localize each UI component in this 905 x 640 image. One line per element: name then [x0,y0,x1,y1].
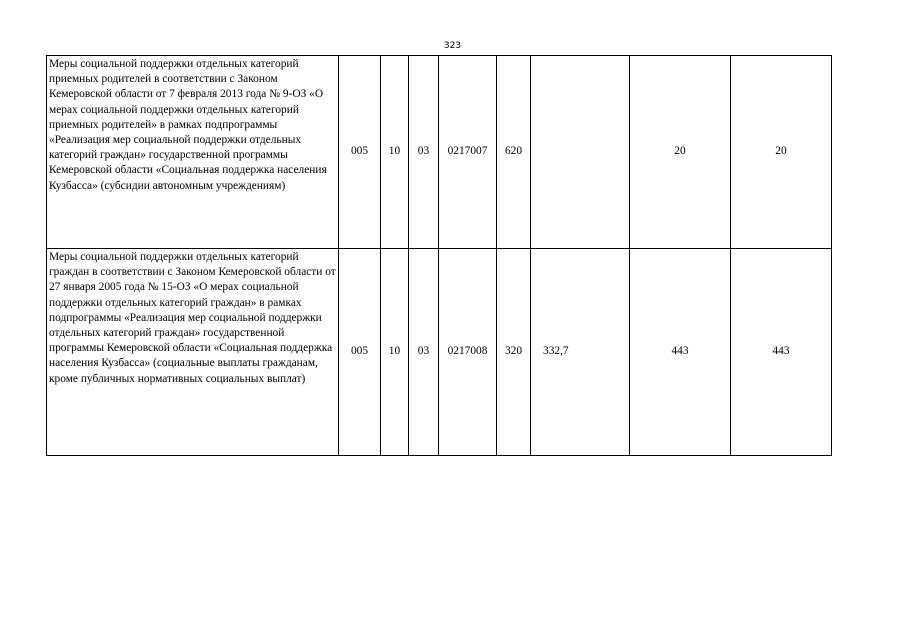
amount-2: 443 [630,249,731,456]
expense-type-code: 620 [497,56,531,249]
amount-1 [531,56,630,249]
subsection-code: 03 [409,249,439,456]
row-description: Меры социальной поддержки отдельных категорий граждан в соответствии с Законом Кемеровской области от 27 января 2005 года № 15-ОЗ «О мерах социальной поддержки отдельных категорий граждан» в рамках подпрограммы «Реализация мер социальной поддержки отдельных категорий граждан» государственной программы Кемеровской области «Социальная поддержка населения Кузбасса» (социальные выплаты гражданам, кроме публичных нормативных социальных выплат) [47,249,339,456]
amount-2: 20 [630,56,731,249]
amount-3: 20 [731,56,832,249]
table-row [47,56,832,249]
ministry-code: 005 [339,56,381,249]
amount-1: 332,7 [531,249,630,456]
amount-3: 443 [731,249,832,456]
target-article-code: 0217008 [439,249,497,456]
section-code: 10 [381,249,409,456]
target-article-code: 0217007 [439,56,497,249]
ministry-code: 005 [339,249,381,456]
page-number: 323 [443,41,462,51]
row-description: Меры социальной поддержки отдельных категорий приемных родителей в соответствии с Законом Кемеровской области от 7 февраля 2013 года № 9-ОЗ «О мерах социальной поддержки отдельных категорий приемных родителей» в рамках подпрограммы «Реализация мер социальной поддержки отдельных категорий граждан» государственной программы Кемеровской области «Социальная поддержка населения Кузбасса» (субсидии автономным учреждениям) [47,56,339,249]
expense-type-code: 320 [497,249,531,456]
table-row [47,249,832,456]
budget-table [46,55,832,456]
subsection-code: 03 [409,56,439,249]
section-code: 10 [381,56,409,249]
